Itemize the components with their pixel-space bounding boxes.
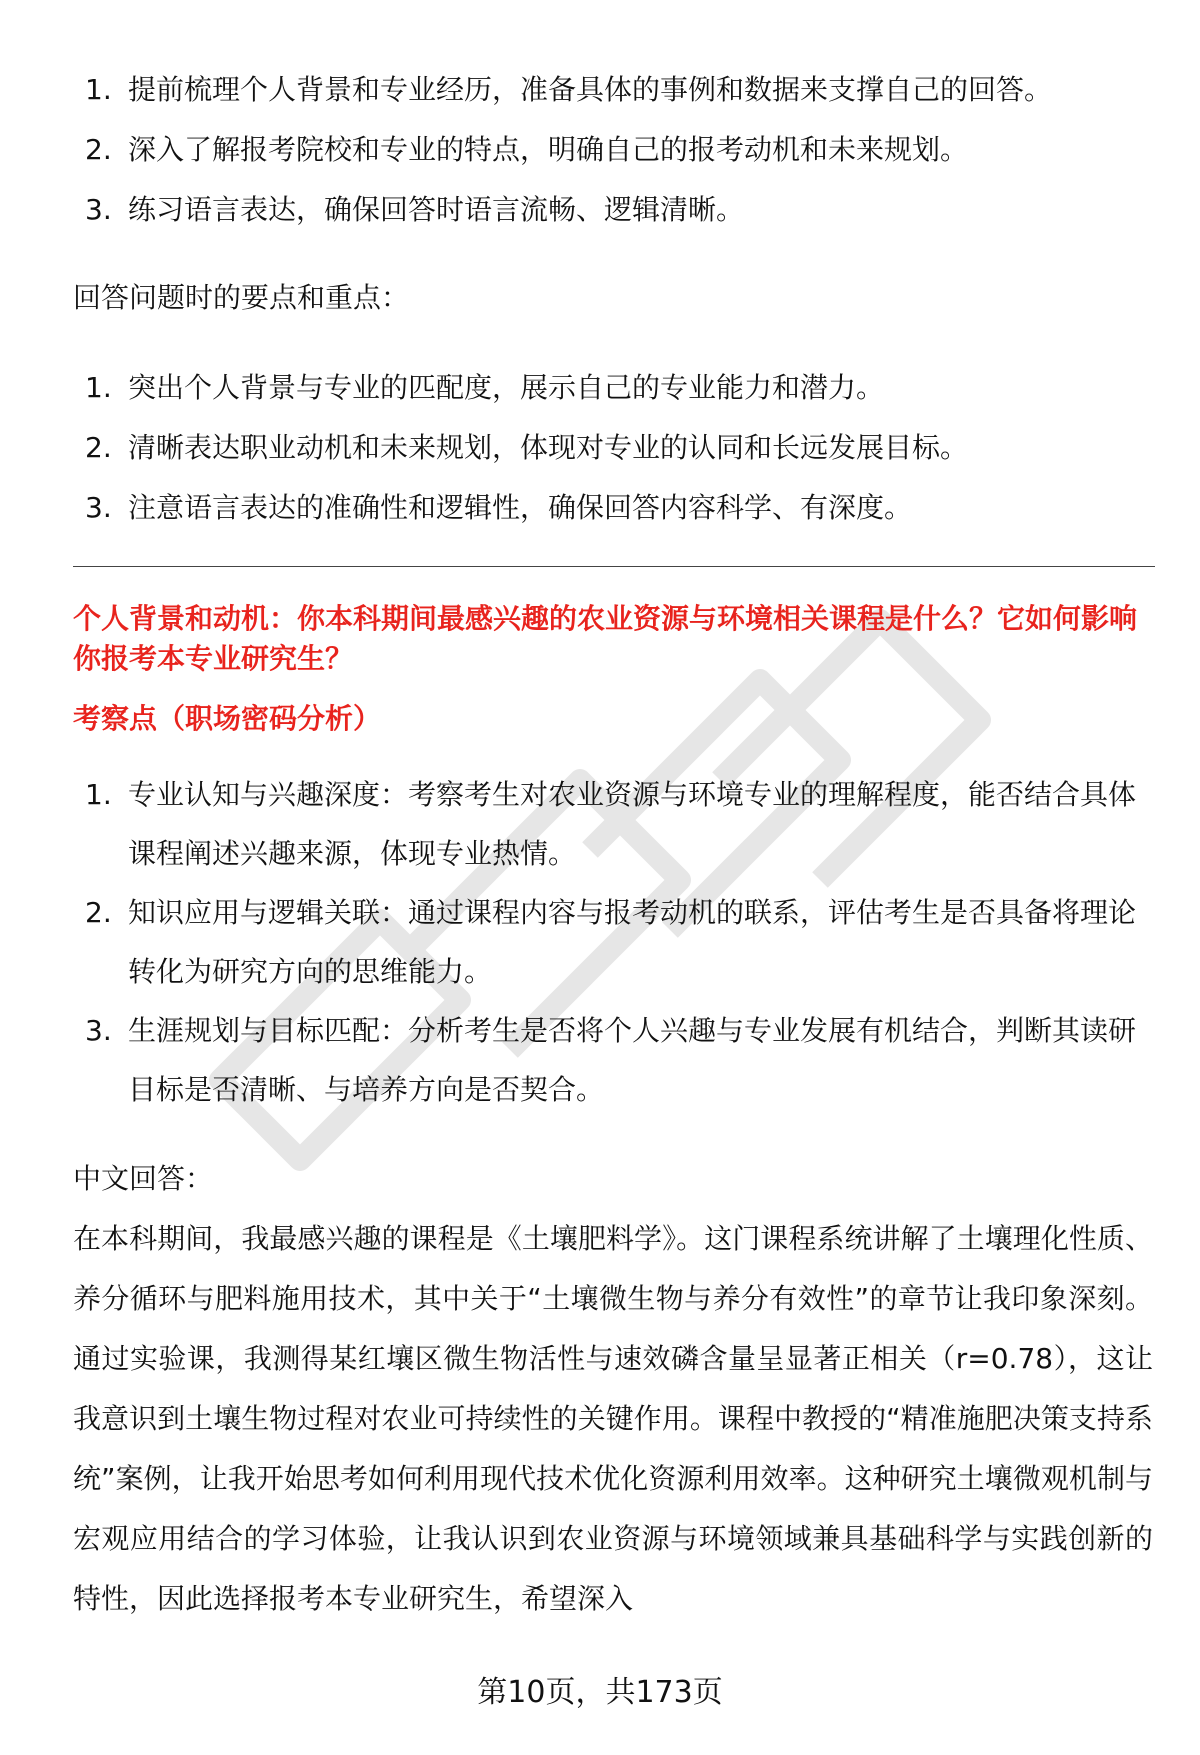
list-text: 深入了解报考院校和专业的特点，明确自己的报考动机和未来规划。 (128, 133, 969, 166)
list-number: 3. (85, 491, 112, 524)
spacer (73, 1119, 1153, 1149)
list-item (73, 358, 1153, 418)
key-points-list (73, 358, 1153, 538)
key-points-heading: 回答问题时的要点和重点： (73, 281, 410, 314)
prep-list (73, 60, 1153, 240)
answer-heading: 中文回答： (73, 1162, 214, 1195)
list-item (73, 765, 1153, 883)
page-footer: 第10页，共173页 (477, 1675, 723, 1710)
page-content (73, 60, 1153, 1629)
list-number: 3. (85, 1014, 112, 1047)
answer-text: 在本科期间，我最感兴趣的课程是《土壤肥料学》。这门课程系统讲解了土壤理化性质、养分循环与肥料施用技术，其中关于“土壤微生物与养分有效性”的章节让我印象深刻。通过实验课，我测得某红壤区微生物活性与速效磷含量呈显著正相关（r=0.78），这让我意识到土壤生物过程对农业可持续性的关键作用。课程中教授的“精准施肥决策支持系统”案例，让我开始思考如何利用现代技术优化资源利用效率。这种研究土壤微观机制与宏观应用结合的学习体验，让我认识到农业资源与环境领域兼具基础科学与实践创新的特性，因此选择报考本专业研究生，希望深入 (73, 1222, 1153, 1615)
list-text: 生涯规划与目标匹配：分析考生是否将个人兴趣与专业发展有机结合，判断其读研目标是否清晰、与培养方向是否契合。 (128, 1014, 1137, 1106)
list-text: 注意语言表达的准确性和逻辑性，确保回答内容科学、有深度。 (128, 491, 913, 524)
list-text: 专业认知与兴趣深度：考察考生对农业资源与环境专业的理解程度，能否结合具体课程阐述兴趣来源，体现专业热情。 (128, 778, 1137, 870)
list-item (73, 418, 1153, 478)
list-number: 1. (85, 73, 112, 106)
exam-points-list (73, 765, 1153, 1119)
list-number: 2. (85, 133, 112, 166)
spacer (73, 328, 1153, 358)
list-number: 1. (85, 778, 112, 811)
section-divider (73, 566, 1155, 567)
list-text: 知识应用与逻辑关联：通过课程内容与报考动机的联系，评估考生是否具备将理论转化为研究方向的思维能力。 (128, 896, 1137, 988)
list-text: 提前梳理个人背景和专业经历，准备具体的事例和数据来支撑自己的回答。 (128, 73, 1053, 106)
list-item (73, 180, 1153, 240)
list-item (73, 883, 1153, 1001)
list-number: 2. (85, 896, 112, 929)
list-item (73, 1001, 1153, 1119)
list-text: 突出个人背景与专业的匹配度，展示自己的专业能力和潜力。 (128, 371, 885, 404)
exam-point-heading: 考察点（职场密码分析） (73, 702, 382, 735)
list-text: 练习语言表达，确保回答时语言流畅、逻辑清晰。 (128, 193, 745, 226)
list-number: 2. (85, 431, 112, 464)
list-number: 3. (85, 193, 112, 226)
spacer (73, 240, 1153, 268)
list-item (73, 60, 1153, 120)
list-text: 清晰表达职业动机和未来规划，体现对专业的认同和长远发展目标。 (128, 431, 969, 464)
list-item (73, 120, 1153, 180)
list-number: 1. (85, 371, 112, 404)
question-heading: 个人背景和动机：你本科期间最感兴趣的农业资源与环境相关课程是什么？它如何影响你报考本专业研究生？ (73, 602, 1138, 675)
list-item (73, 478, 1153, 538)
